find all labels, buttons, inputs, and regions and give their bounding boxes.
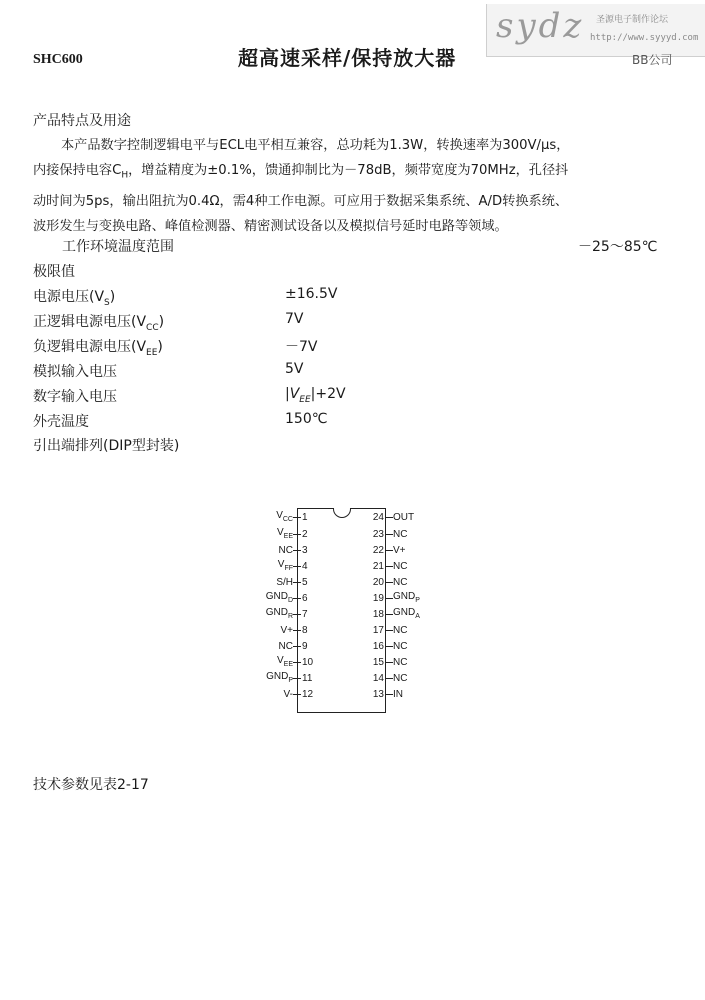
limits-heading: 极限值: [33, 264, 75, 280]
limit-label-analog-input: 模拟输入电压: [33, 364, 117, 380]
pin-right-16: 16 NC: [372, 641, 408, 652]
pin-right-15: 15 NC: [372, 657, 408, 668]
limit-label-vcc: 正逻辑电源电压$(V_{CC})$: [33, 314, 165, 333]
pin-right-18: 18 $GND_A$: [372, 607, 420, 620]
pin1-notch: [333, 500, 351, 518]
pin-right-19: 19 $GND_P$: [372, 591, 420, 604]
footer-note: 技术参数见表2-17: [33, 777, 149, 793]
limit-value-case-temp: 150℃: [285, 411, 328, 427]
limit-value-digital-input: $|V_{EE}|+2V$: [285, 386, 346, 405]
pinout-heading: 引出端排列(DIP型封装): [33, 438, 180, 454]
pin-right-23: 23 NC: [372, 529, 408, 540]
features-paragraph: [33, 133, 673, 239]
pin-left-9: NC 9: [278, 641, 308, 652]
pin-right-14: 14 NC: [372, 673, 408, 684]
pin-right-20: 20 NC: [372, 577, 408, 588]
limit-label-case-temp: 外壳温度: [33, 414, 89, 430]
limit-value-vcc: 7V: [285, 311, 304, 327]
pin-left-8: V+ 8: [280, 625, 308, 636]
pin-left-10: $V_{EE}$ 10: [276, 655, 314, 668]
features-line-3: 动时间为5ps，输出阻抗为0.4Ω，需4种工作电源。可应用于数据采集系统、A/D转换系统、: [33, 193, 569, 209]
pin-right-13: 13 IN: [372, 689, 403, 700]
pin-right-17: 17 NC: [372, 625, 408, 636]
pin-right-24: 24 OUT: [372, 512, 415, 523]
features-line-1: 本产品数字控制逻辑电平与ECL电平相互兼容，总功耗为1.3W，转换速率为300V/μs，: [61, 138, 570, 153]
pin-left-1: $V_{CC}$ 1: [276, 510, 308, 523]
pin-left-3: NC 3: [278, 545, 308, 556]
pin-left-7: $GND_R$ 7: [265, 607, 308, 620]
limit-label-digital-input: 数字输入电压: [33, 389, 117, 405]
temp-range-label: 工作环境温度范围: [62, 239, 174, 255]
pin-left-11: $GND_P$ 11: [266, 671, 313, 684]
pin-left-4: $V_{FF}$ 4: [277, 559, 308, 572]
pin-left-12: V- 12: [283, 689, 314, 700]
page-title: 超高速采样/保持放大器: [238, 46, 457, 70]
pin-right-22: 22 V+: [372, 545, 406, 556]
limit-label-vs: 电源电压$(V_S)$: [33, 289, 116, 308]
company-name: BB公司: [632, 53, 673, 67]
pin-left-2: $V_{EE}$ 2: [276, 527, 308, 540]
pin-right-21: 21 NC: [372, 561, 408, 572]
pin-left-5: S/H 5: [276, 577, 308, 588]
pin-left-6: $GND_D$ 6: [265, 591, 308, 604]
limit-value-vs: ±16.5V: [285, 286, 338, 302]
limit-value-vee: －7V: [285, 339, 318, 355]
model-number: SHC600: [33, 52, 83, 67]
limit-label-vee: 负逻辑电源电压$(V_{EE})$: [33, 339, 163, 358]
temp-range-value: －25～85℃: [578, 239, 658, 255]
features-line-4: 波形发生与变换电路、峰值检测器、精密测试设备以及模拟信号延时电路等领域。: [33, 218, 508, 234]
features-line-2: 内接保持电容$C_H$，增益精度为±0.1%，馈通抑制比为－78dB，频带宽度为70MHz，孔径抖: [33, 163, 569, 181]
watermark-url: http://www.syyyd.com: [590, 33, 699, 43]
watermark-site-name: 圣源电子制作论坛: [596, 15, 669, 25]
watermark-logo: sydz: [496, 6, 585, 46]
limit-value-analog-input: 5V: [285, 361, 304, 377]
features-heading: 产品特点及用途: [33, 113, 131, 129]
